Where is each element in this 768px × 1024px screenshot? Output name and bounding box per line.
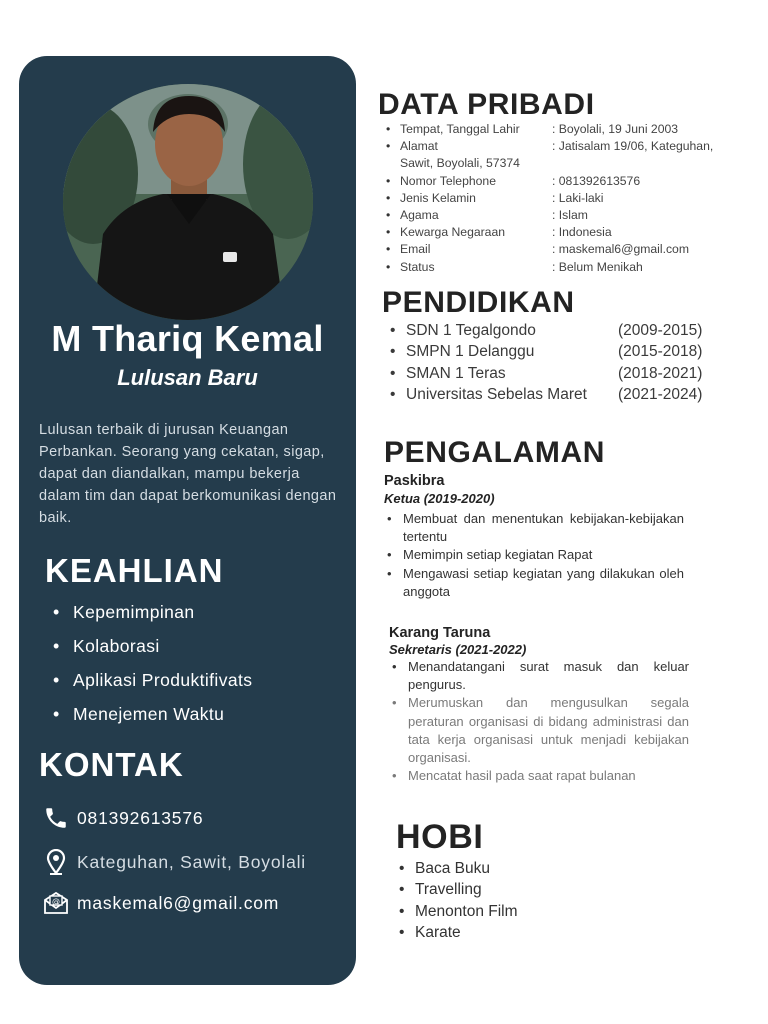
hobby-item: • Travelling (398, 879, 518, 900)
contact-email-text: maskemal6@gmail.com (77, 892, 280, 913)
personal-label: • Jenis Kelamin (400, 190, 476, 205)
personal-label: • Email (400, 242, 431, 257)
personal-value: : Indonesia (552, 225, 612, 240)
personal-label: • Status (400, 259, 435, 274)
education-school: • Universitas Sebelas Maret (406, 385, 587, 403)
education-school: • SMAN 1 Teras (406, 364, 506, 382)
personal-heading: DATA PRIBADI (378, 88, 595, 121)
org-task: • Memimpin setiap kegiatan Rapat (384, 546, 684, 564)
personal-value: : Belum Menikah (552, 259, 643, 274)
sidebar (19, 56, 356, 985)
personal-row (386, 207, 746, 224)
profile-about: Lulusan terbaik di jurusan Keuangan Perbankan. Seorang yang cekatan, sigap, dapat dan diandalkan, mampu bekerja dalam tim dan dapat berkomunikasi dengan baik. (39, 422, 337, 526)
skill-item: • Kolaborasi (73, 630, 353, 664)
org-task-list (384, 510, 684, 601)
location-pin-icon (41, 848, 71, 876)
profile-photo (63, 84, 313, 320)
personal-label: • Agama (400, 208, 439, 223)
hobby-item: • Baca Buku (398, 858, 518, 879)
org-task: • Mencatat hasil pada saat rapat bulanan (389, 767, 689, 785)
personal-label: • Alamat (400, 139, 438, 154)
education-heading: PENDIDIKAN (382, 286, 575, 319)
personal-data-list (386, 121, 746, 276)
personal-row (386, 138, 746, 172)
personal-value: : Islam (552, 208, 588, 223)
education-item (388, 341, 718, 362)
skill-item: • Aplikasi Produktifivats (73, 664, 353, 698)
personal-label: • Kewarga Negaraan (400, 225, 506, 240)
hobby-item: • Karate (398, 922, 518, 943)
skills-heading: KEAHLIAN (45, 552, 224, 589)
personal-value: : Laki-laki (552, 190, 604, 205)
org-task: • Mengawasi setiap kegiatan yang dilakukan oleh anggota (384, 565, 684, 601)
org-task: • Menandatangani surat masuk dan keluar pengurus. (389, 658, 689, 694)
personal-value: : Boyolali, 19 Juni 2003 (552, 122, 679, 136)
org-task: • Merumuskan dan mengusulkan segala peraturan organisasi di bidang administrasi dan tata kerja organisasi untuk menjadi kebijakan organisasi. (389, 694, 689, 767)
org-role: Sekretaris (2021-2022) (389, 642, 527, 657)
personal-value: : 081392613576 (552, 173, 641, 188)
contact-address-text: Kateguhan, Sawit, Boyolali (77, 851, 306, 872)
org-name: Karang Taruna (389, 625, 491, 641)
skill-item: • Menejemen Waktu (73, 698, 353, 732)
education-item (388, 363, 718, 384)
contact-phone-text: 081392613576 (77, 807, 204, 828)
personal-row (386, 224, 746, 241)
hobby-item: • Menonton Film (398, 901, 518, 922)
skills-list (73, 596, 353, 732)
contact-email (41, 887, 351, 919)
education-item (388, 384, 718, 405)
email-icon (41, 889, 71, 917)
personal-value-cont: Sawit, Boyolali, 57374 (400, 156, 520, 171)
personal-value: : Jatisalam 19/06, Kateguhan, (552, 139, 714, 154)
org-task-list (389, 658, 689, 785)
hobbies-heading: HOBI (396, 818, 484, 856)
education-years: (2018-2021) (618, 364, 703, 382)
personal-row (386, 121, 746, 138)
skill-item: • Kepemimpinan (73, 596, 353, 630)
personal-row (386, 259, 746, 276)
profile-name: M Thariq Kemal (51, 318, 324, 359)
personal-label: • Nomor Telephone (400, 173, 496, 188)
svg-text:@: @ (52, 897, 60, 906)
education-years: (2021-2024) (618, 385, 703, 403)
personal-row (386, 173, 746, 190)
personal-label: • Tempat, Tanggal Lahir (400, 122, 520, 136)
profile-subtitle: Lulusan Baru (117, 365, 258, 390)
experience-heading: PENGALAMAN (384, 436, 605, 469)
education-school: • SDN 1 Tegalgondo (406, 322, 536, 339)
education-years: (2015-2018) (618, 343, 703, 361)
personal-row (386, 241, 746, 258)
org-task: • Membuat dan menentukan kebijakan-kebijakan tertentu (384, 510, 684, 546)
personal-value: : maskemal6@gmail.com (552, 242, 689, 257)
org-name: Paskibra (384, 473, 445, 489)
contact-heading: KONTAK (39, 746, 184, 783)
org-role: Ketua (2019-2020) (384, 491, 495, 506)
education-item (388, 320, 718, 341)
education-years: (2009-2015) (618, 322, 703, 339)
hobbies-list (398, 858, 518, 943)
education-school: • SMPN 1 Delanggu (406, 343, 535, 361)
education-list (388, 320, 718, 405)
phone-icon (41, 804, 71, 832)
contact-phone (41, 802, 351, 834)
contact-address (41, 846, 351, 878)
personal-row (386, 190, 746, 207)
profile-photo-illustration (63, 84, 313, 320)
